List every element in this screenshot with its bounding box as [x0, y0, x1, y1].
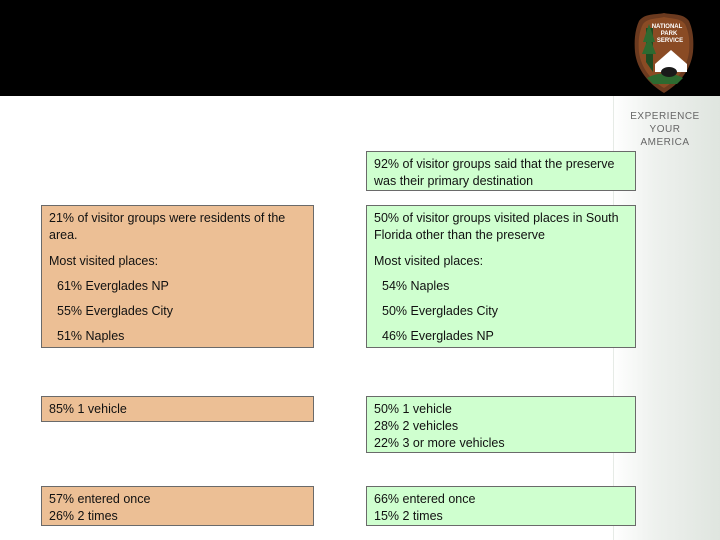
place-item: 46% Everglades NP: [382, 329, 494, 343]
nps-arrowhead-logo: [633, 12, 695, 94]
most-visited-label: Most visited places:: [374, 254, 484, 268]
tagline: [630, 110, 700, 149]
most-visited-label: Most visited places:: [49, 254, 159, 268]
vehicle-item: 50% 1 vehicle: [374, 402, 452, 416]
entry-item: 57% entered once: [49, 492, 151, 506]
vehicle-item: 85% 1 vehicle: [49, 402, 127, 416]
entry-item: 26% 2 times: [49, 509, 118, 523]
place-item: 51% Naples: [57, 329, 125, 343]
primary-destination-text: 92% of visitor groups said that the preserve was their primary destination: [374, 157, 615, 188]
tagline-line: YOUR: [649, 124, 681, 135]
primary-destination-box: [366, 151, 636, 191]
tagline-line: AMERICA: [640, 137, 690, 148]
entries-box-left: [41, 486, 314, 526]
place-item: 50% Everglades City: [382, 304, 499, 318]
logo-line-1: NATIONAL: [651, 24, 683, 30]
entries-box-right: [366, 486, 636, 526]
other-places-box: [366, 205, 636, 348]
vehicles-box-left: [41, 396, 314, 422]
place-item: 61% Everglades NP: [57, 279, 169, 293]
tagline-line: EXPERIENCE: [630, 111, 700, 122]
place-item: 55% Everglades City: [57, 304, 174, 318]
vehicle-item: 22% 3 or more vehicles: [374, 436, 505, 450]
residents-text: 21% of visitor groups were residents of the area.: [49, 211, 286, 242]
entry-item: 15% 2 times: [374, 509, 443, 523]
header-bar: [0, 0, 720, 96]
vehicle-item: 28% 2 vehicles: [374, 419, 459, 433]
vehicles-box-right: [366, 396, 636, 453]
entry-item: 66% entered once: [374, 492, 476, 506]
place-item: 54% Naples: [382, 279, 450, 293]
logo-line-3: SERVICE: [656, 38, 684, 44]
other-places-text: 50% of visitor groups visited places in South Florida other than the preserve: [374, 211, 619, 242]
logo-line-2: PARK: [660, 31, 678, 37]
residents-box: [41, 205, 314, 348]
